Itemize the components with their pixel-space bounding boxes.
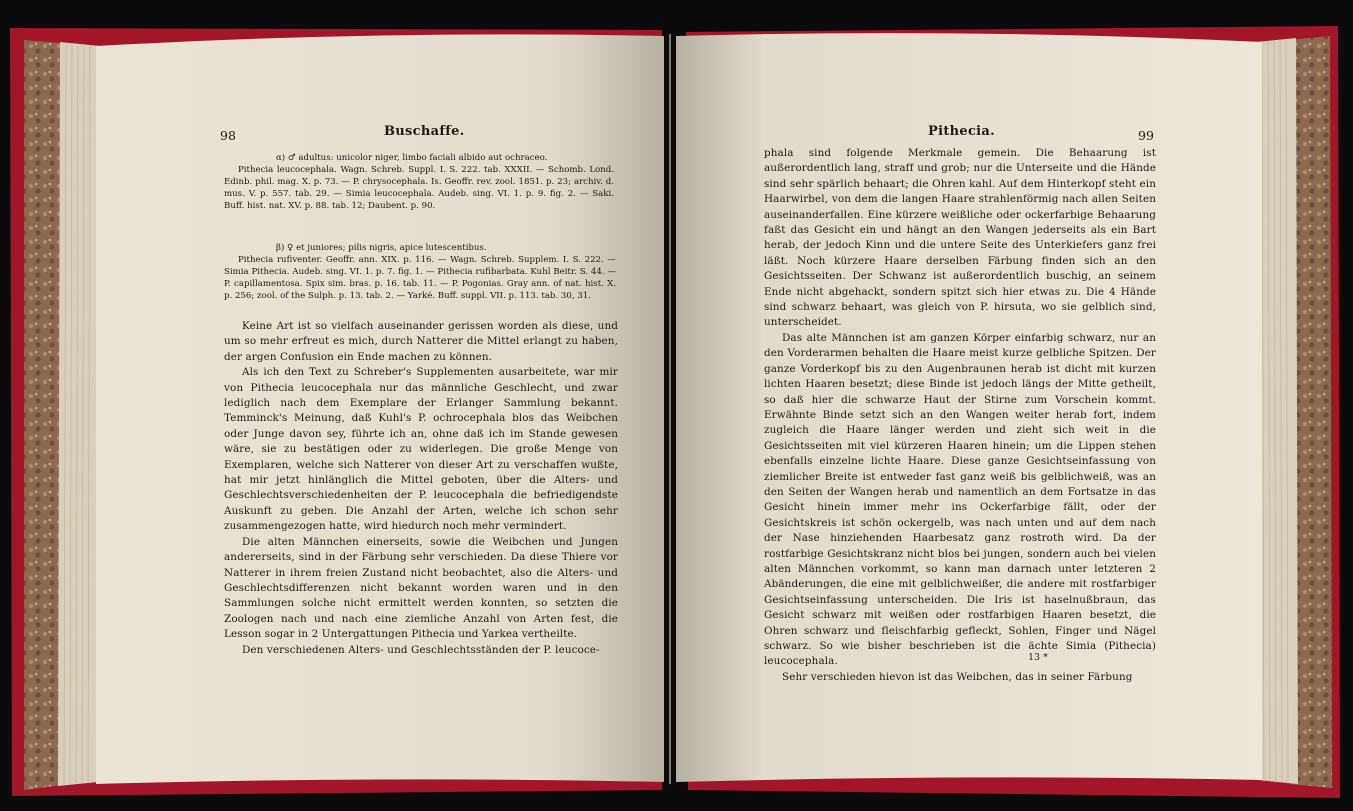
- page-number: 98: [220, 128, 236, 143]
- group-beta-heading: β) ♀ et juniores; pilis nigris, apice lutescentibus.: [276, 243, 487, 253]
- group-alpha: [224, 152, 614, 212]
- paragraph: Das alte Männchen ist am ganzen Körper einfarbig schwarz, nur an den Vorderarmen behalten die Haare meist kurze gelbliche Spitzen. Der ganze Vorderkopf bis zu den Augenbraunen herab ist dicht mit kurzen lichten Haaren besetzt; diese Binde ist jedoch längs der Mitte getheilt, so daß hier die schwarze Haut der Stirne zum Vorschein kommt. Erwähnte Binde setzt sich an den Wangen weiter herab fort, indem zugleich die Haare länger werden und zieht sich weit in die Gesichtsseiten mit viel kürzeren Haaren hinein; um die Lippen stehen ebenfalls einzelne lichte Haare. Diese ganze Gesichtseinfassung von ziemlicher Breite ist entweder fast ganz weiß bis gelblichweiß, was an den Seiten der Wangen herab und namentlich an dem Fortsatze in das Gesicht hinein immer mehr ins Ockerfarbige fällt, oder der Gesichtskreis ist schön ockergelb, was nach unten und auf dem nach der Nase hinziehenden Haarbesatz ganz rostroth wird. Da der rostfarbige Gesichtskranz nicht blos bei jungen, sondern auch bei vielen alten Männchen vorkommt, so kann man darnach unter letzteren 2 Abänderungen, die eine mit gelblichweißer, die andere mit rostfarbiger Gesichtseinfassung unterscheiden. Die Iris ist haselnußbraun, das Gesicht schwarz mit weißen oder rostfarbigen Haaren besetzt, die Ohren schwarz und fleischfarbig gefleckt, Sohlen, Finger und Nägel schwarz. So wie bisher beschrieben ist die ächte Simia (Pithecia) leucocephala.: [764, 331, 1156, 668]
- running-head: Pithecia.: [928, 124, 995, 139]
- right-body-text: [764, 146, 1156, 685]
- paragraph: Sehr verschieden hievon ist das Weibchen, das in seiner Färbung: [782, 670, 1133, 683]
- group-beta-references: Pithecia rufiventer. Geoffr. ann. XIX. p. 116. — Wagn. Schreb. Supplem. I. S. 222. — Simia Pithecia. Audeb. sing. VI. 1. p. 7. fig. 1. — Pithecia rufibarbata. Kuhl Beitr. S. 44. — P. capillamentosa. Spix sim. bras. p. 16. tab. 11. — P. Pogonias. Gray ann. of nat. hist. X. p. 256; zool. of the Sulph. p. 13. tab. 2. — Yarké. Buff. suppl. VII. p. 113. tab. 30, 31.: [224, 255, 616, 302]
- paragraph: Die alten Männchen einerseits, sowie die Weibchen und Jungen andererseits, sind in der Färbung sehr verschieden. Da diese Thiere vor Natterer in ihrem freien Zustand nicht beobachtet, also die Alters- und Geschlechtsdifferenzen nicht bekannt worden waren und in den Sammlungen solche nicht ermittelt werden konnten, so setzten die Zoologen nach und nach eine ziemliche Anzahl von Arten fest, die Lesson sogar in 2 Untergattungen Pithecia und Yarkea vertheilte.: [224, 535, 618, 641]
- signature-mark: 13 *: [1028, 652, 1048, 663]
- left-body-text: [224, 319, 618, 658]
- running-head: Buschaffe.: [384, 124, 465, 139]
- left-page: [206, 112, 636, 792]
- group-alpha-references: Pithecia leucocephala. Wagn. Schreb. Suppl. I. S. 222. tab. XXXII. — Schomb. Lond. Edinb. phil. mag. X. p. 73. — P. chrysocephala. Is. Geoffr. rev. zool. 1851. p. 23; archiv. d. mus. V. p. 557. tab. 29. — Simia leucocephala. Audeb. sing. VI. 1. p. 9. fig. 2. — Saki. Buff. hist. nat. XV. p. 88. tab. 12; Daubent. p. 90.: [224, 165, 614, 212]
- paragraph: Keine Art ist so vielfach auseinander gerissen worden als diese, und um so mehr erfreut es mich, durch Natterer die Mittel erlangt zu haben, der argen Confusion ein Ende machen zu können.: [224, 320, 618, 363]
- group-beta: [224, 242, 616, 302]
- page-number: 99: [1138, 128, 1154, 143]
- paragraph: Den verschiedenen Alters- und Geschlechtsständen der P. leucoce-: [242, 643, 600, 656]
- group-alpha-heading: α) ♂ adultus: unicolor niger, limbo faciali albido aut ochraceo.: [276, 153, 548, 163]
- paragraph: Als ich den Text zu Schreber's Supplementen ausarbeitete, war mir von Pithecia leucocephala nur das männliche Geschlecht, und zwar lediglich nach dem Exemplare der Erlanger Sammlung bekannt. Temminck's Meinung, daß Kuhl's P. ochrocephala blos das Weibchen oder Junge davon sey, führte ich an, ohne daß ich im Stande gewesen wäre, sie zu bestätigen oder zu widerlegen. Die große Menge von Exemplaren, welche sich Natterer von dieser Art zu verschaffen wußte, hat mir jetzt hinlänglich die Mittel geboten, über die Alters- und Geschlechtsverschiedenheiten der P. leucocephala die befriedigendste Auskunft zu geben. Die Anzahl der Arten, welche ich schon sehr zusammengezogen hatte, wird hiedurch noch mehr vermindert.: [224, 366, 618, 533]
- paragraph: phala sind folgende Merkmale gemein. Die Behaarung ist außerordentlich lang, straff und grob; nur die Unterseite und die Hände sind sehr spärlich behaart; die Ohren kahl. Auf dem Hinterkopf steht ein Haarwirbel, von dem die langen Haare strahlenförmig nach allen Seiten auseinanderfallen. Eine kürzere weißliche oder ockerfarbige Behaarung faßt das Gesicht ein und hängt an den Wangen jederseits als ein Bart herab, der jedoch Kinn und die untere Seite des Unterkiefers ganz frei läßt. Noch kürzere Haare derselben Färbung finden sich an den Gesichtsseiten. Der Schwanz ist außerordentlich buschig, an seinem Ende nicht abgehackt, sondern spitzt sich hier etwas zu. Die 4 Hände sind schwarz behaart, was gleich von P. hirsuta, wo sie gelblich sind, unterscheidet.: [764, 147, 1156, 329]
- right-page: [758, 112, 1168, 792]
